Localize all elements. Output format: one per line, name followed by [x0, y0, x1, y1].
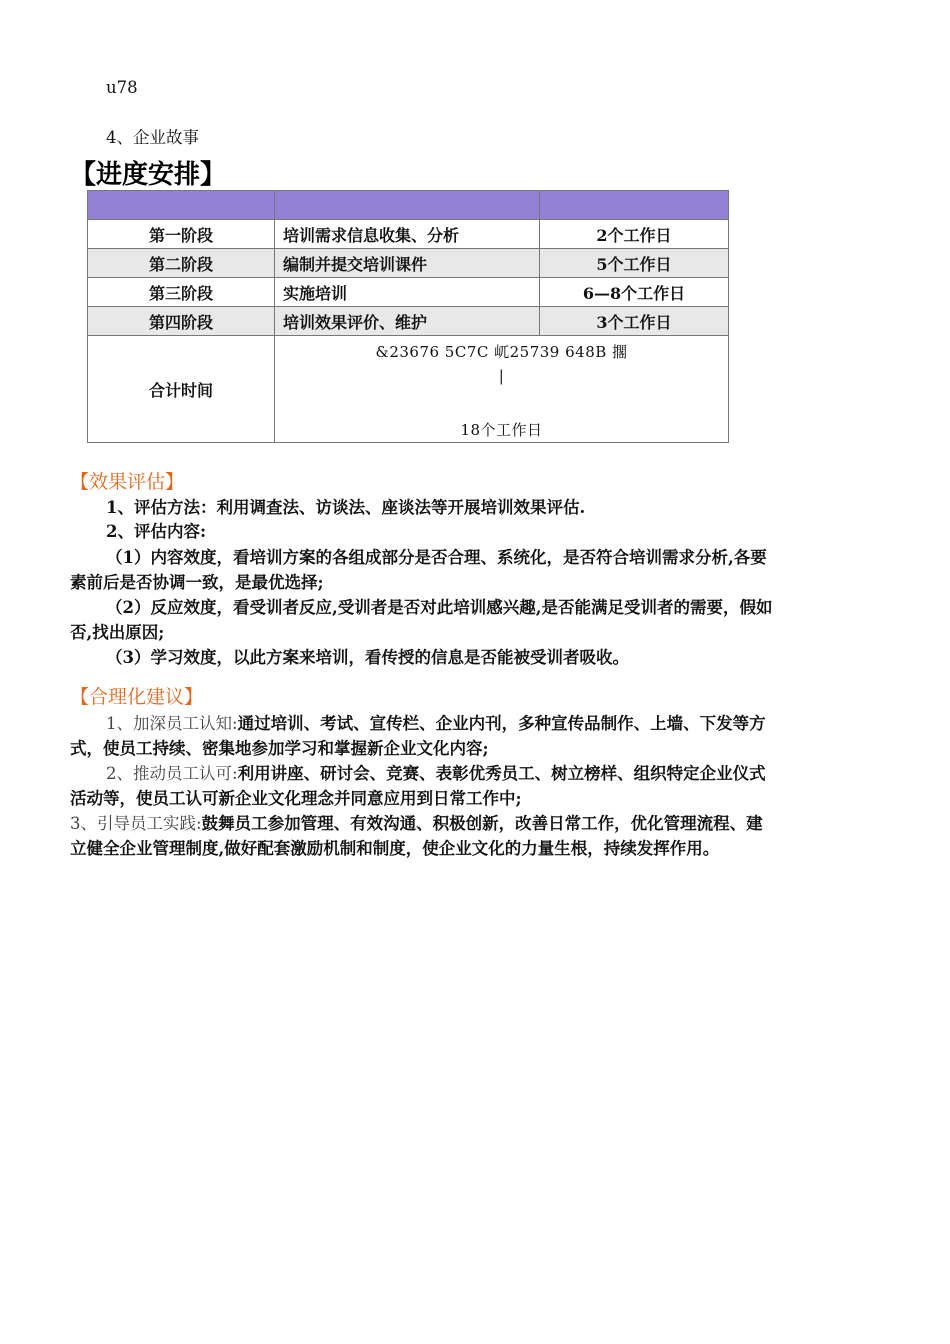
duration-cell: 5个工作日	[540, 249, 729, 278]
duration-cell: 6—8个工作日	[540, 278, 729, 307]
table-total-row	[88, 336, 729, 443]
total-duration-text: 18个工作日	[460, 421, 543, 439]
evaluation-content-label: 2、评估内容:	[106, 522, 207, 541]
phase-cell: 第四阶段	[88, 307, 275, 336]
task-cell: 培训效果评价、维护	[275, 307, 540, 336]
suggestion-1-cont: 式，使员工持续、密集地参加学习和掌握新企业文化内容;	[70, 739, 489, 758]
total-bar-text: |	[498, 367, 505, 385]
duration-cell: 2个工作日	[540, 220, 729, 249]
total-garbled-text: &23676 5C7C 屼25739 648B 擱	[375, 343, 628, 361]
table-row	[88, 249, 729, 278]
task-cell: 实施培训	[275, 278, 540, 307]
duration-cell: 3个工作日	[540, 307, 729, 336]
suggestion-3-cont: 立健全企业管理制度,做好配套激励机制和制度，使企业文化的力量生根，持续发挥作用。	[70, 839, 720, 858]
suggestion-2-lead: 2、推动员工认可:	[106, 764, 238, 783]
evaluation-item-2-cont: 否,找出原因;	[70, 623, 165, 642]
phase-cell: 第三阶段	[88, 278, 275, 307]
suggestion-1	[106, 712, 766, 736]
table-header-row	[88, 191, 729, 220]
suggestion-2-cont: 活动等，使员工认可新企业文化理念并同意应用到日常工作中;	[70, 789, 522, 808]
total-label-cell: 合计时间	[88, 336, 275, 443]
task-cell: 培训需求信息收集、分析	[275, 220, 540, 249]
evaluation-item-1: （1）内容效度，看培训方案的各组成部分是否合理、系统化，是否符合培训需求分析,各要	[106, 548, 767, 567]
table-row	[88, 307, 729, 336]
evaluation-item-1-cont: 素前后是否协调一致，是最优选择;	[70, 573, 324, 592]
suggestion-1-text: 通过培训、考试、宣传栏、企业内刊，多种宣传品制作、上墙、下发等方	[237, 714, 766, 733]
suggestion-3	[70, 812, 763, 836]
evaluation-item-2: （2）反应效度，看受训者反应,受训者是否对此培训感兴趣,是否能满足受训者的需要，假如	[106, 598, 773, 617]
table-row	[88, 220, 729, 249]
evaluation-method: 1、评估方法：利用调查法、访谈法、座谈法等开展培训效果评估.	[106, 498, 586, 517]
suggestion-1-lead: 1、加深员工认知:	[106, 714, 238, 733]
evaluation-heading: 【效果评估】	[70, 471, 185, 493]
table-row	[88, 278, 729, 307]
suggestion-2-text: 利用讲座、研讨会、竞赛、表彰优秀员工、树立榜样、组织特定企业仪式	[237, 764, 766, 783]
task-cell: 编制并提交培训课件	[275, 249, 540, 278]
document-code: u78	[106, 78, 138, 97]
list-item-company-story: 4、企业故事	[106, 128, 199, 147]
phase-cell: 第一阶段	[88, 220, 275, 249]
suggestions-heading: 【合理化建议】	[70, 686, 204, 708]
suggestion-3-lead: 3、引导员工实践:	[70, 814, 202, 833]
suggestion-2	[106, 762, 766, 786]
suggestion-3-text: 鼓舞员工参加管理、有效沟通、积极创新，改善日常工作，优化管理流程、建	[201, 814, 763, 833]
evaluation-item-3: （3）学习效度，以此方案来培训，看传授的信息是否能被受训者吸收。	[106, 648, 629, 667]
total-value-cell	[275, 336, 729, 443]
schedule-heading: 【进度安排】	[70, 160, 227, 190]
phase-cell: 第二阶段	[88, 249, 275, 278]
schedule-table	[87, 190, 729, 443]
